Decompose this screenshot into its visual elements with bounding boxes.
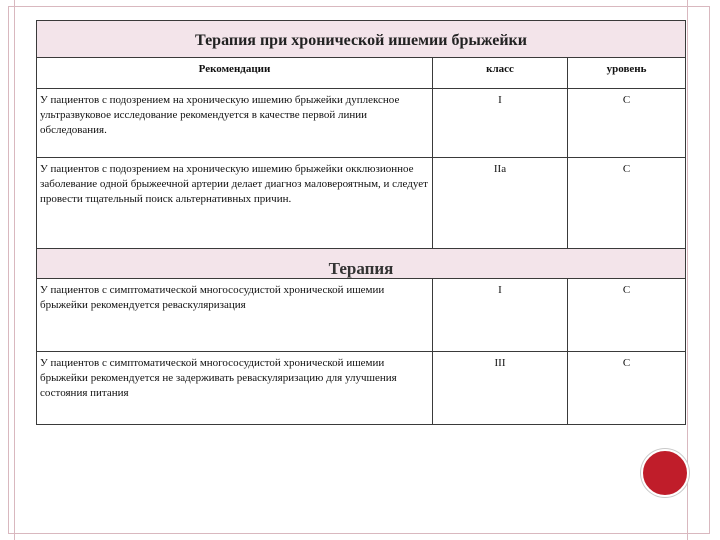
- class-value: I: [433, 89, 568, 158]
- header-level: уровень: [568, 58, 686, 89]
- header-recommendations: Рекомендации: [37, 58, 433, 89]
- level-value: C: [568, 352, 686, 425]
- header-class: класс: [433, 58, 568, 89]
- section-header-row: [37, 249, 686, 279]
- table-row: [37, 352, 686, 425]
- table-row: [37, 158, 686, 249]
- recommendation-text: У пациентов с симптоматической многососудистой хронической ишемии брыжейки рекомендуется реваскуляризация: [37, 279, 433, 352]
- class-value: III: [433, 352, 568, 425]
- level-value: C: [568, 89, 686, 158]
- recommendation-text: У пациентов с симптоматической многососудистой хронической ишемии брыжейки рекомендуется не задерживать реваскуляризацию для улучшения состояния питания: [37, 352, 433, 425]
- recommendation-text: У пациентов с подозрением на хроническую ишемию брыжейки окклюзионное заболевание одной брыжеечной артерии делает диагноз маловероятным, и следует провести тщательный поиск альтернативных причин.: [37, 158, 433, 249]
- table-row: [37, 279, 686, 352]
- class-value: I: [433, 279, 568, 352]
- level-value: C: [568, 279, 686, 352]
- table-title-row: [37, 21, 686, 58]
- decorative-circle-icon: [641, 449, 689, 497]
- recommendation-text: У пациентов с подозрением на хроническую ишемию брыжейки дуплексное ультразвуковое исследование рекомендуется в качестве первой линии обследования.: [37, 89, 433, 158]
- level-value: C: [568, 158, 686, 249]
- recommendations-table: [36, 20, 686, 425]
- table-row: [37, 89, 686, 158]
- section-title-therapy: Терапия: [37, 249, 686, 279]
- table-header-row: [37, 58, 686, 89]
- table-title: Терапия при хронической ишемии брыжейки: [37, 21, 686, 58]
- class-value: IIa: [433, 158, 568, 249]
